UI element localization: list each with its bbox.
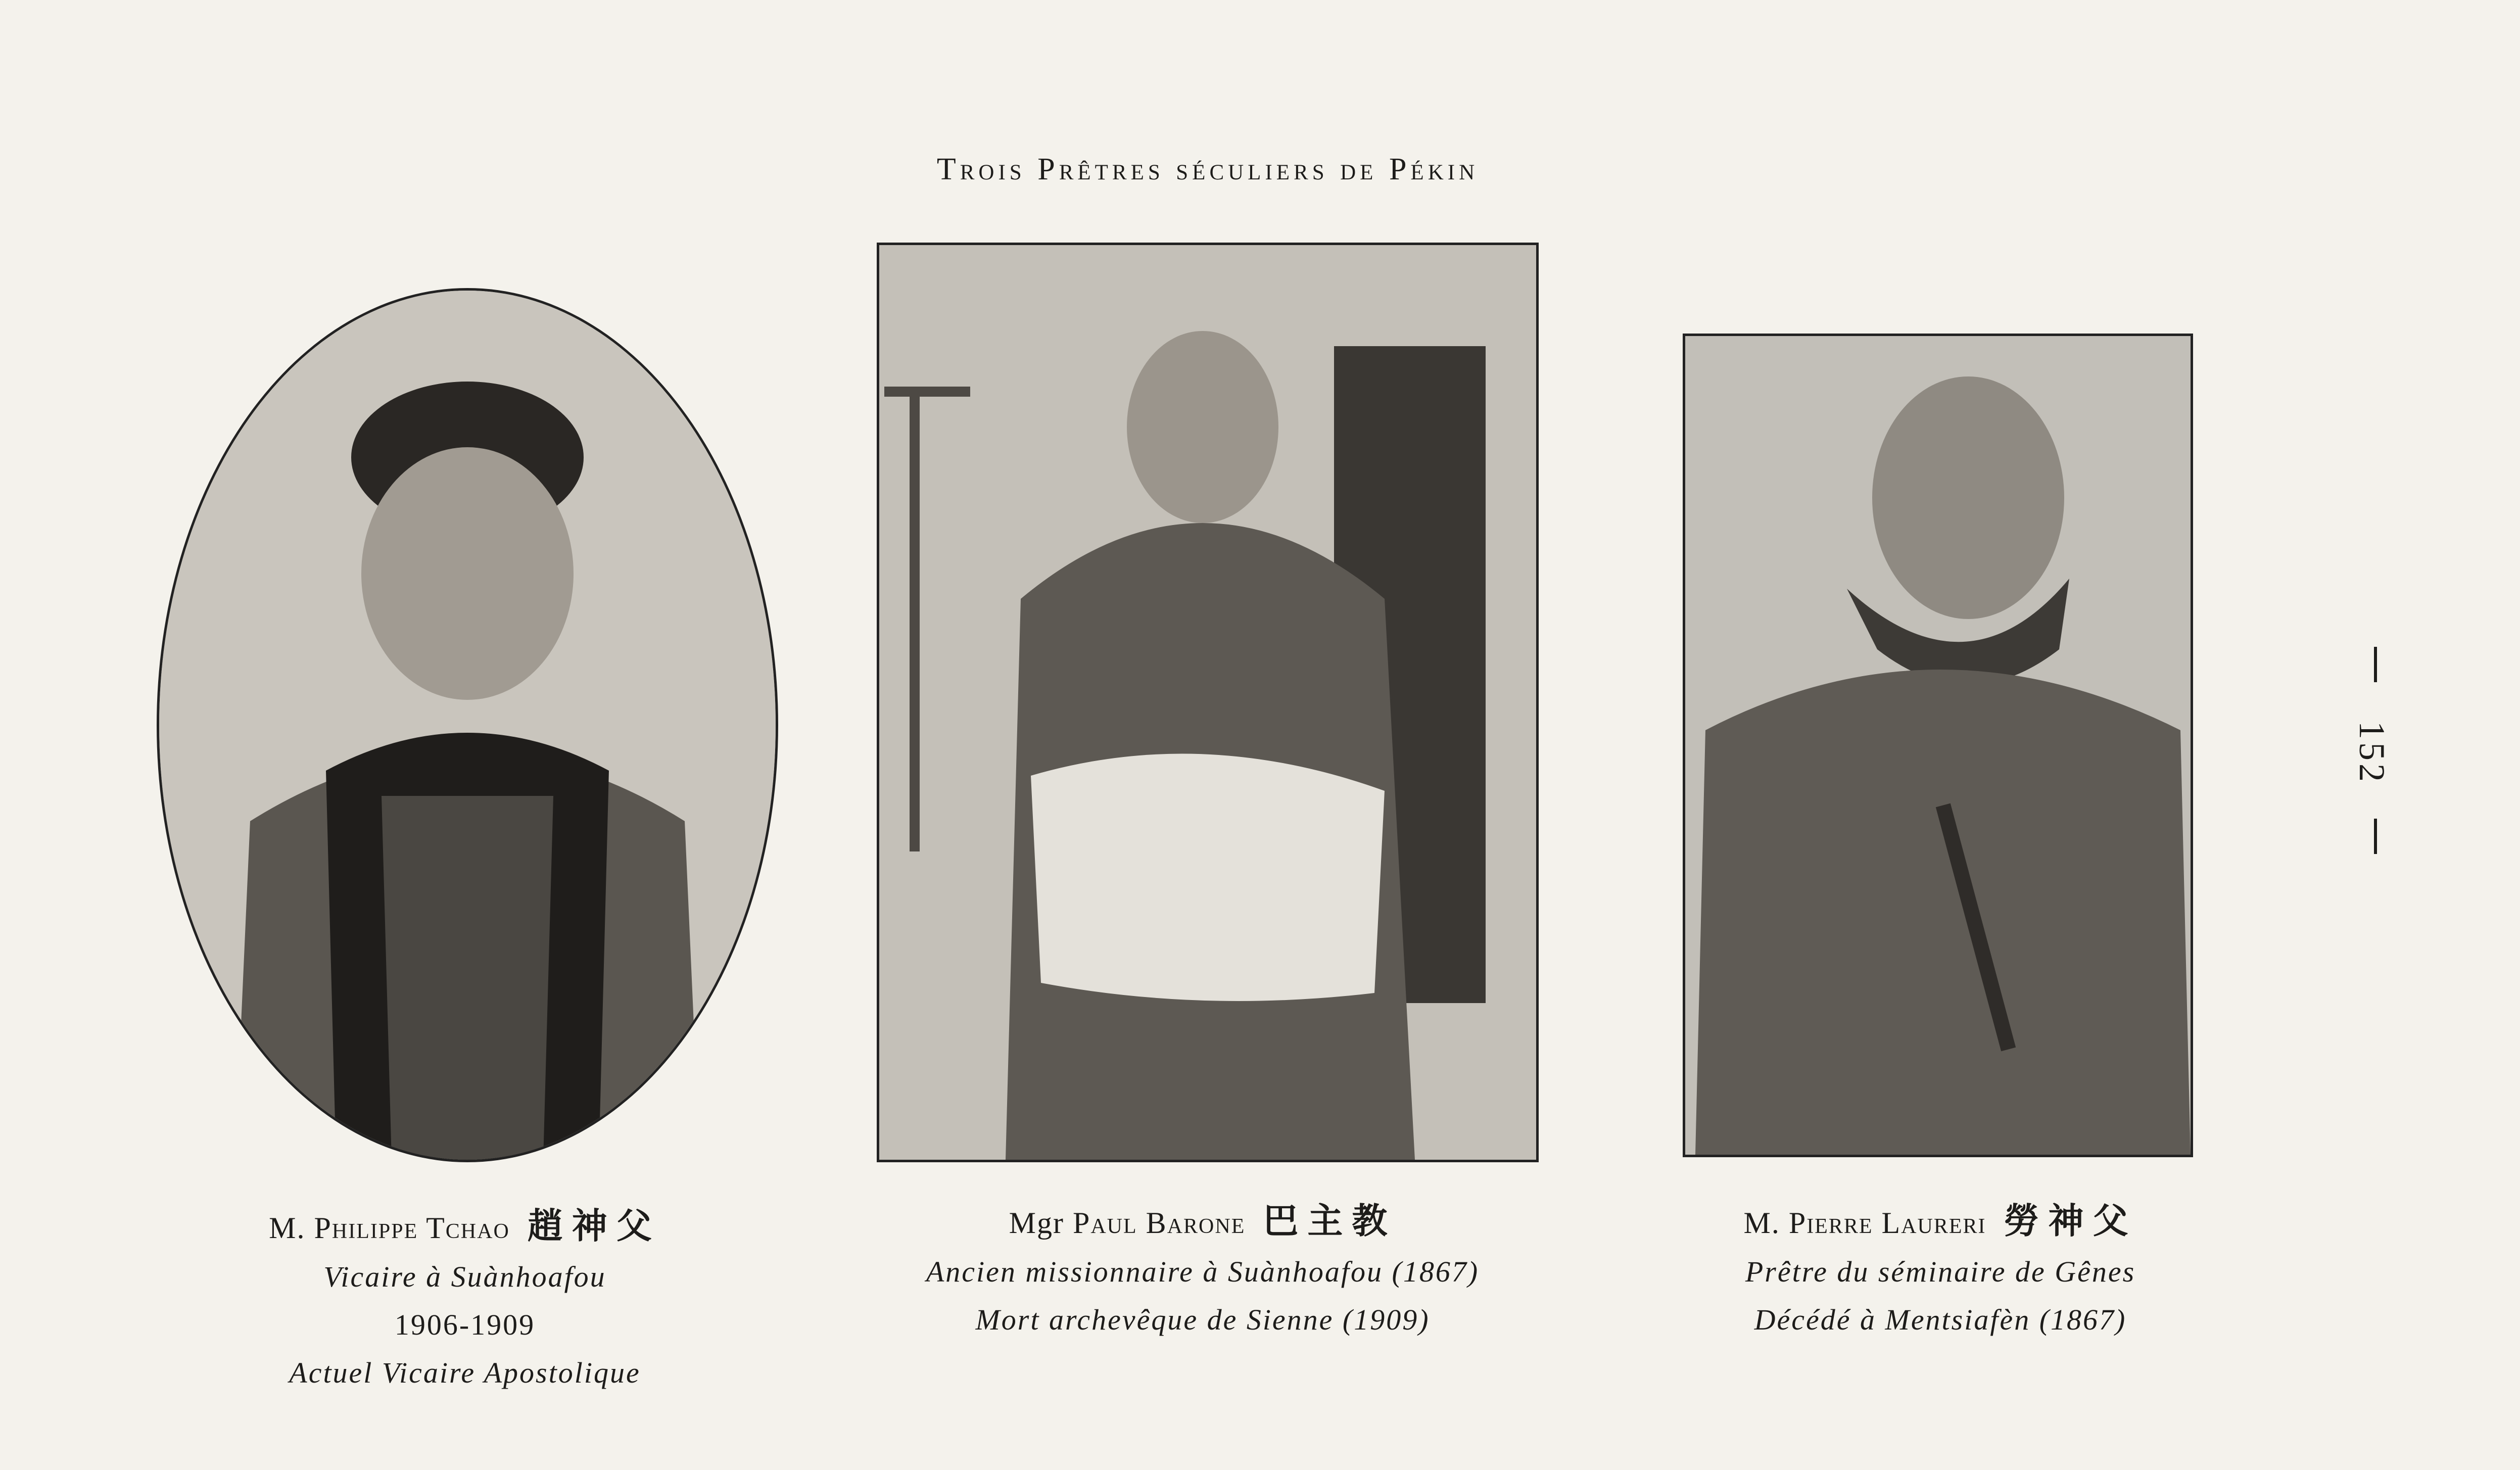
name-prefix: M. <box>1743 1206 1780 1240</box>
name-line <box>778 1193 1627 1244</box>
page-title: Trois Prêtres séculiers de Pékin <box>936 152 1479 186</box>
caption-line: Décédé à Mentsiafèn (1867) <box>1754 1303 2127 1336</box>
caption-tchao <box>152 1198 778 1397</box>
portrait-figure-laureri <box>1685 336 2191 1155</box>
portrait-figure-tchao <box>159 291 776 1160</box>
caption-line: Prêtre du séminaire de Gênes <box>1745 1255 2136 1288</box>
caption-line: Actuel Vicaire Apostolique <box>289 1356 641 1389</box>
caption-barone <box>778 1193 1627 1344</box>
name-line <box>1607 1193 2274 1244</box>
portrait-photo-barone <box>877 243 1539 1162</box>
caption-line: 1906-1909 <box>394 1308 536 1341</box>
caption-line: Vicaire à Suànhoafou <box>323 1260 606 1293</box>
portrait-photo-tchao <box>157 288 778 1162</box>
chinese-name: 巴主教 <box>1263 1200 1397 1242</box>
chinese-name: 勞神父 <box>2004 1200 2137 1242</box>
caption-line: Mort archevêque de Sienne (1909) <box>975 1303 1430 1336</box>
chinese-name: 趙神父 <box>527 1205 661 1247</box>
page-number: 152 <box>2352 721 2392 785</box>
person-name: Paul Barone <box>1072 1206 1246 1240</box>
caption-line: Ancien missionnaire à Suànhoafou (1867) <box>926 1255 1480 1288</box>
caption-laureri <box>1607 1193 2274 1344</box>
portrait-figure-barone <box>879 245 1536 1160</box>
person-name: Philippe Tchao <box>314 1211 510 1245</box>
portrait-photo-laureri <box>1683 334 2193 1157</box>
name-prefix: M. <box>269 1211 306 1245</box>
name-line <box>152 1198 778 1249</box>
page-number-dash <box>2374 819 2377 854</box>
name-prefix: Mgr <box>1009 1206 1064 1240</box>
person-name: Pierre Laureri <box>1788 1206 1986 1240</box>
